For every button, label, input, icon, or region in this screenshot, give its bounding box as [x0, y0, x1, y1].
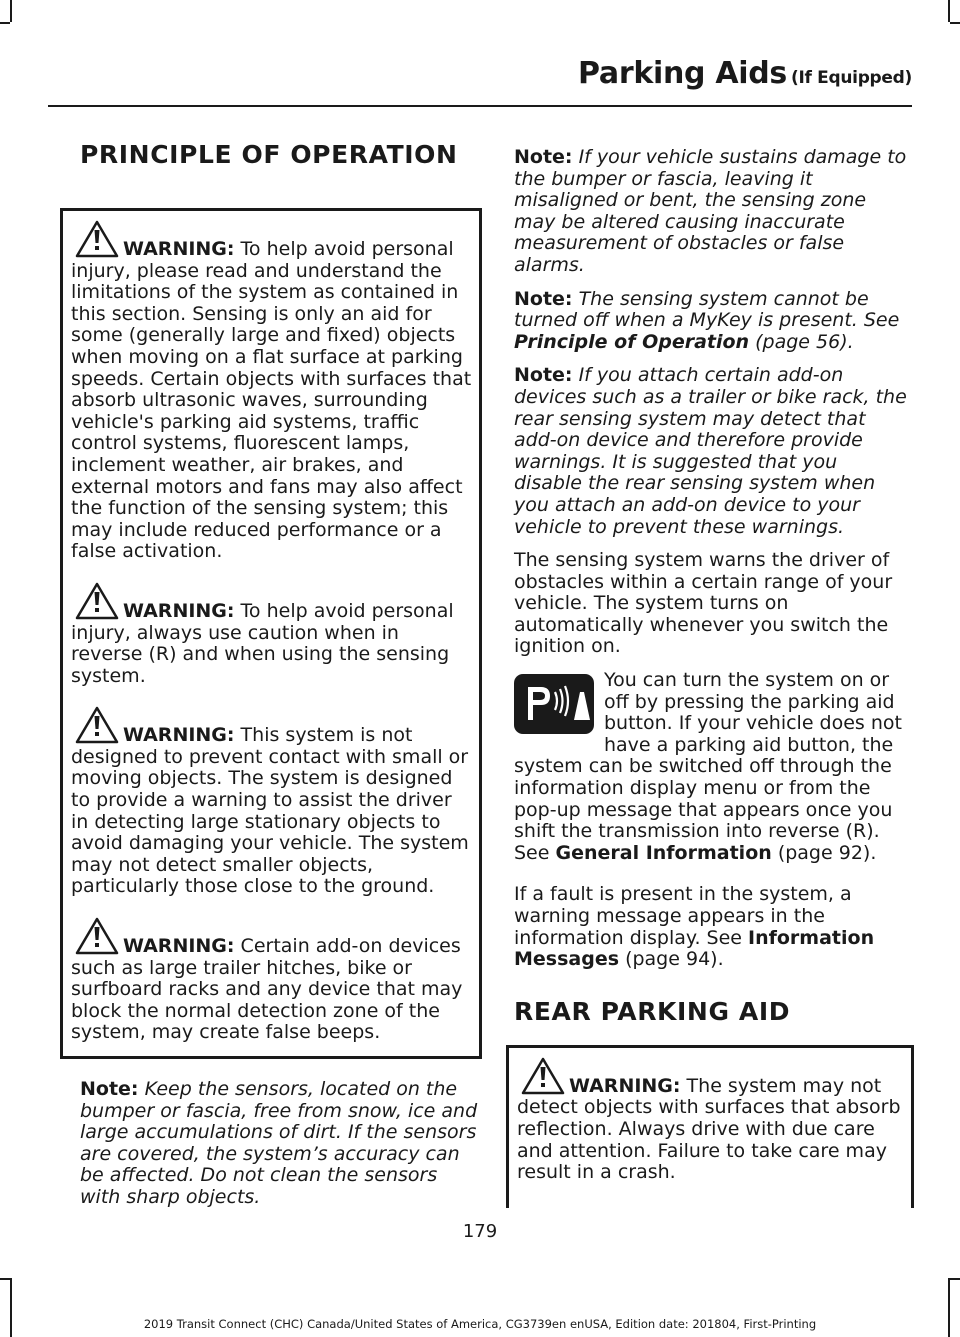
crop-mark	[0, 1278, 12, 1280]
warning-box	[60, 208, 482, 1059]
note-label: Note:	[514, 146, 573, 168]
crop-mark	[10, 0, 12, 22]
cross-reference-link[interactable]: Principle of Operation	[514, 330, 750, 353]
cross-reference-link[interactable]: Information Messages	[514, 926, 875, 971]
warning-item	[71, 581, 473, 687]
note-label: Note:	[514, 364, 573, 387]
note	[80, 1079, 482, 1209]
section-heading: PRINCIPLE OF OPERATION	[80, 140, 458, 169]
note-label: Note:	[514, 287, 573, 310]
warning-triangle-icon	[75, 219, 119, 259]
warning-box	[506, 1045, 914, 1208]
warning-triangle-icon	[75, 705, 119, 745]
warning-label: WARNING:	[123, 599, 235, 622]
header-subtitle: (If Equipped)	[790, 68, 912, 88]
page-header	[578, 56, 912, 91]
note-text: If you attach certain add-on devices such as a trailer or bike rack, the rear sensing system may detect that add-on device and therefore provide warnings. It is suggested that you disable the rear sensing system when you attach an add-on device to your vehicle to prevent these warnings.	[514, 364, 907, 538]
warning-label: WARNING:	[123, 238, 235, 260]
header-title: Parking Aids	[578, 56, 787, 91]
page-reference: (page 56).	[749, 330, 854, 353]
crop-mark	[0, 22, 10, 24]
body-text: You can turn the system on or off by pressing the parking aid button. If your vehicle does not have a parking aid button, the system can be switched off through the information display menu or from the pop-up message that appears once you shift the transmission into reverse (R). See	[514, 669, 902, 864]
page-reference: (page 92).	[771, 841, 877, 864]
parking-aid-button-icon	[514, 674, 594, 734]
crop-mark	[948, 1278, 960, 1280]
footer-edition-line: 2019 Transit Connect (CHC) Canada/United States of America, CG3739en enUSA, Edition date: 201804, First-Printing	[143, 1317, 817, 1331]
warning-triangle-icon	[75, 916, 119, 956]
body-text: If a fault is present in the system, a warning message appears in the information display. See	[514, 883, 852, 949]
right-column	[514, 147, 908, 1208]
left-column	[71, 140, 482, 1209]
warning-label: WARNING:	[123, 935, 235, 958]
body-paragraph: The sensing system warns the driver of obstacles within a certain range of your vehicle. The system turns on automatically whenever you switch the ignition on.	[514, 549, 893, 658]
warning-item	[71, 916, 473, 1044]
body-paragraph-with-icon	[514, 670, 908, 864]
note-text: Keep the sensors, located on the bumper or fascia, free from snow, ice and large accumulations of dirt. If the sensors are covered, the system’s accuracy can be affected. Do not clean the sensors with sharp objects.	[80, 1078, 478, 1208]
warning-triangle-icon	[521, 1056, 565, 1096]
warning-text: Certain add-on devices such as large trailer hitches, bike or surfboard racks and any device that may block the normal detection zone of the system, may create false beeps.	[71, 935, 463, 1044]
note-label: Note:	[80, 1078, 139, 1100]
section-heading: REAR PARKING AID	[514, 996, 791, 1026]
note-text: The sensing system cannot be turned off when a MyKey is present. See	[514, 287, 900, 332]
warning-text: This system is not designed to prevent contact with small or moving objects. The system is designed to provide a warning to assist the driver in detecting large stationary objects to avoid damaging your vehicle. The system may not detect smaller objects, particularly those close to the ground.	[71, 724, 469, 898]
warning-text: The system may not detect objects with surfaces that absorb reflection. Always drive with due care and attention. Failure to take care may result in a crash.	[517, 1074, 901, 1184]
note	[514, 365, 908, 538]
crop-mark	[950, 22, 960, 24]
warning-label: WARNING:	[123, 724, 235, 747]
warning-triangle-icon	[75, 581, 119, 621]
note-text: If your vehicle sustains damage to the bumper or fascia, leaving it misaligned or bent, the sensing zone may be altered causing inaccurate measurement of obstacles or false alarms.	[514, 146, 907, 276]
warning-item	[517, 1056, 905, 1184]
warning-item	[71, 219, 473, 563]
crop-mark	[948, 0, 950, 22]
warning-text: To help avoid personal injury, always use caution when in reverse (R) and when using the sensing system.	[71, 599, 454, 687]
warning-label: WARNING:	[569, 1074, 681, 1097]
page-number: 179	[462, 1221, 498, 1242]
page-reference: (page 94).	[619, 948, 724, 971]
warning-text: To help avoid personal injury, please read and understand the limitations of the system as contained in this section. Sensing is only an aid for some (generally large and fixed) objects when moving on a flat surface at parking speeds. Certain objects with surfaces that absorb ultrasonic waves, surrounding vehicle's parking aid systems, traffic control systems, fluorescent lamps, inclement weather, air brakes, and external motors and fans may also affect the function of the sensing system; this may include reduced performance or a false activation.	[71, 238, 472, 563]
note	[514, 147, 908, 277]
warning-item	[71, 705, 473, 898]
cross-reference-link[interactable]: General Information	[555, 841, 772, 864]
note	[514, 289, 908, 354]
header-rule	[48, 105, 912, 107]
